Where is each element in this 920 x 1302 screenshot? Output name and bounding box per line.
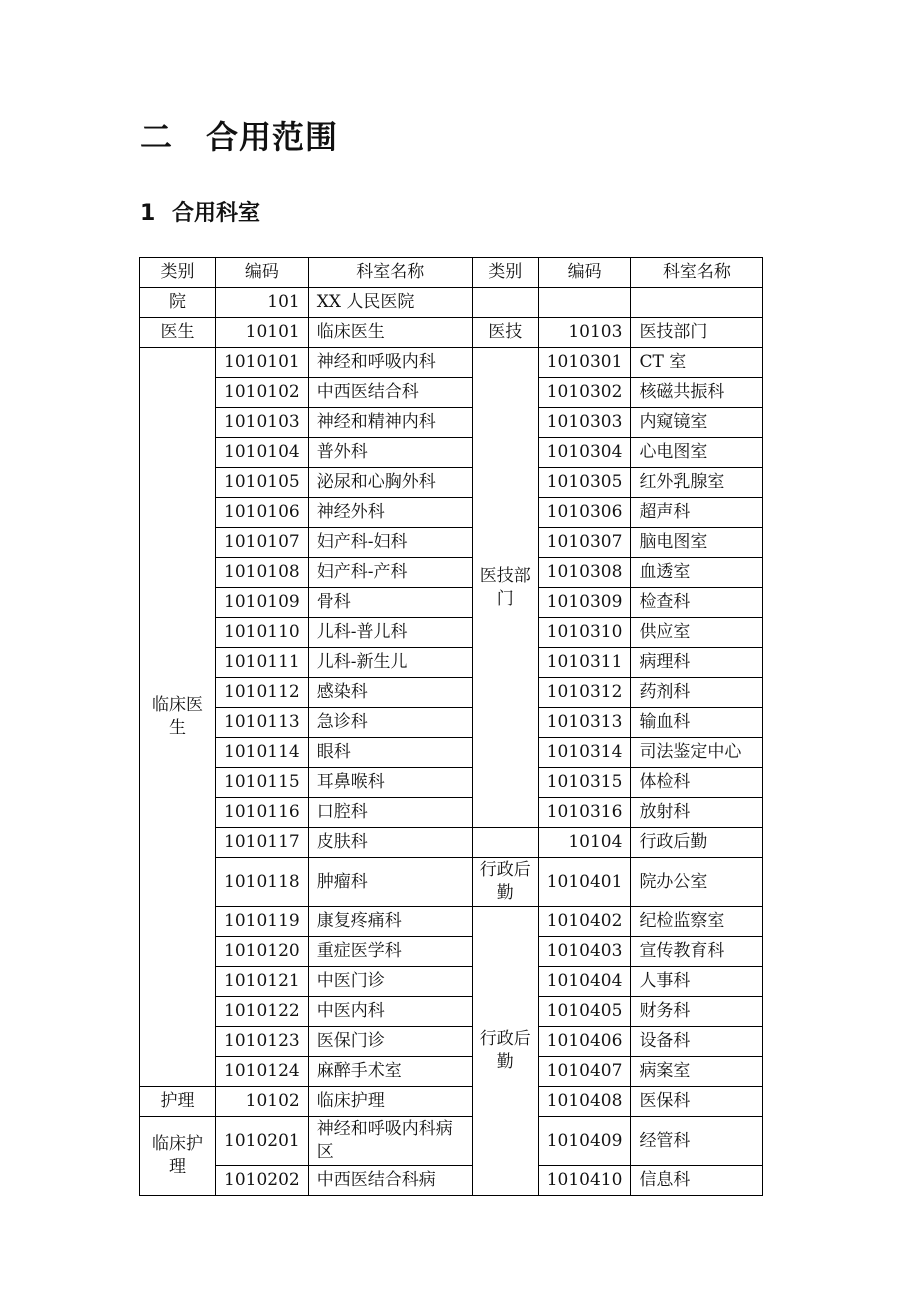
- table-row: [140, 648, 763, 678]
- code-cell: 1010121: [216, 967, 309, 997]
- code-cell: 1010409: [538, 1117, 631, 1166]
- name-cell: 病理科: [631, 648, 763, 678]
- empty-cell: [472, 288, 538, 318]
- name-cell: 体检科: [631, 768, 763, 798]
- department-table: [139, 257, 763, 1196]
- table-row: [140, 1166, 763, 1196]
- name-cell: 医保门诊: [308, 1027, 472, 1057]
- table-row: [140, 798, 763, 828]
- code-cell: 1010109: [216, 588, 309, 618]
- name-cell: 司法鉴定中心: [631, 738, 763, 768]
- code-cell: 1010124: [216, 1057, 309, 1087]
- name-cell: 病案室: [631, 1057, 763, 1087]
- code-cell: 1010118: [216, 858, 309, 907]
- code-cell: 1010119: [216, 907, 309, 937]
- code-cell: 1010307: [538, 528, 631, 558]
- name-cell: 皮肤科: [308, 828, 472, 858]
- category-cell: 医技部门: [472, 348, 538, 828]
- code-cell: 1010305: [538, 468, 631, 498]
- table-row: [140, 738, 763, 768]
- code-cell: 10104: [538, 828, 631, 858]
- table-row: [140, 1057, 763, 1087]
- subsection-number: 1: [140, 201, 156, 226]
- name-cell: 急诊科: [308, 708, 472, 738]
- table-row: [140, 828, 763, 858]
- name-cell: 中西医结合科: [308, 378, 472, 408]
- code-cell: 1010403: [538, 937, 631, 967]
- name-cell: 重症医学科: [308, 937, 472, 967]
- code-cell: 1010116: [216, 798, 309, 828]
- section-number: 二: [140, 118, 174, 156]
- name-cell: 行政后勤: [631, 828, 763, 858]
- name-cell: 儿科-普儿科: [308, 618, 472, 648]
- name-cell: 经管科: [631, 1117, 763, 1166]
- code-cell: 1010117: [216, 828, 309, 858]
- name-cell: 药剂科: [631, 678, 763, 708]
- name-cell: 院办公室: [631, 858, 763, 907]
- name-cell: 设备科: [631, 1027, 763, 1057]
- table-row: [140, 558, 763, 588]
- table-row: [140, 768, 763, 798]
- header-category: 类别: [472, 258, 538, 288]
- header-code: 编码: [216, 258, 309, 288]
- table-row: [140, 378, 763, 408]
- code-cell: 10102: [216, 1087, 309, 1117]
- table-row: [140, 438, 763, 468]
- code-cell: 1010313: [538, 708, 631, 738]
- code-cell: 1010312: [538, 678, 631, 708]
- code-cell: 1010408: [538, 1087, 631, 1117]
- name-cell: 普外科: [308, 438, 472, 468]
- name-cell: 泌尿和心胸外科: [308, 468, 472, 498]
- code-cell: 1010303: [538, 408, 631, 438]
- header-code: 编码: [538, 258, 631, 288]
- table-row: [140, 907, 763, 937]
- code-cell: 1010306: [538, 498, 631, 528]
- name-cell: 麻醉手术室: [308, 1057, 472, 1087]
- code-cell: 1010401: [538, 858, 631, 907]
- name-cell: 临床护理: [308, 1087, 472, 1117]
- code-cell: 1010120: [216, 937, 309, 967]
- code-cell: 10101: [216, 318, 309, 348]
- table-row: [140, 678, 763, 708]
- category-cell: 医技: [472, 318, 538, 348]
- code-cell: 1010115: [216, 768, 309, 798]
- name-cell: 检查科: [631, 588, 763, 618]
- code-cell: 1010311: [538, 648, 631, 678]
- code-cell: 1010114: [216, 738, 309, 768]
- code-cell: 1010101: [216, 348, 309, 378]
- name-cell: 眼科: [308, 738, 472, 768]
- name-cell: 临床医生: [308, 318, 472, 348]
- name-cell: 康复疼痛科: [308, 907, 472, 937]
- category-cell: 行政后勤: [472, 907, 538, 1196]
- header-category: 类别: [140, 258, 216, 288]
- header-department-name: 科室名称: [308, 258, 472, 288]
- code-cell: 1010314: [538, 738, 631, 768]
- table-row: [140, 528, 763, 558]
- name-cell: 血透室: [631, 558, 763, 588]
- name-cell: 口腔科: [308, 798, 472, 828]
- table-header-row: [140, 258, 763, 288]
- section-heading: [140, 112, 338, 158]
- category-cell: 医生: [140, 318, 216, 348]
- name-cell: 耳鼻喉科: [308, 768, 472, 798]
- name-cell: 中西医结合科病: [308, 1166, 472, 1196]
- code-cell: 1010202: [216, 1166, 309, 1196]
- code-cell: 1010304: [538, 438, 631, 468]
- name-cell: 骨科: [308, 588, 472, 618]
- code-cell: 1010201: [216, 1117, 309, 1166]
- name-cell: 医保科: [631, 1087, 763, 1117]
- category-cell: 行政后勤: [472, 858, 538, 907]
- table-row: [140, 858, 763, 907]
- table-row: [140, 468, 763, 498]
- name-cell: 神经和精神内科: [308, 408, 472, 438]
- code-cell: 10103: [538, 318, 631, 348]
- code-cell: 1010302: [538, 378, 631, 408]
- category-cell: 护理: [140, 1087, 216, 1117]
- table-row: [140, 588, 763, 618]
- code-cell: 1010106: [216, 498, 309, 528]
- table-row: [140, 997, 763, 1027]
- name-cell: 供应室: [631, 618, 763, 648]
- code-cell: 1010309: [538, 588, 631, 618]
- name-cell: 儿科-新生儿: [308, 648, 472, 678]
- code-cell: 1010103: [216, 408, 309, 438]
- category-cell: 院: [140, 288, 216, 318]
- table-row: [140, 318, 763, 348]
- code-cell: 1010108: [216, 558, 309, 588]
- name-cell: 核磁共振科: [631, 378, 763, 408]
- code-cell: 1010308: [538, 558, 631, 588]
- table-row: [140, 1027, 763, 1057]
- name-cell: XX 人民医院: [308, 288, 472, 318]
- name-cell: 感染科: [308, 678, 472, 708]
- name-cell: 输血科: [631, 708, 763, 738]
- code-cell: 1010112: [216, 678, 309, 708]
- code-cell: 1010410: [538, 1166, 631, 1196]
- header-department-name: 科室名称: [631, 258, 763, 288]
- subsection-title: 合用科室: [172, 201, 261, 226]
- empty-cell: [472, 828, 538, 858]
- name-cell: 财务科: [631, 997, 763, 1027]
- code-cell: 1010315: [538, 768, 631, 798]
- name-cell: 人事科: [631, 967, 763, 997]
- name-cell: 宣传教育科: [631, 937, 763, 967]
- name-cell: 妇产科-产科: [308, 558, 472, 588]
- table-row: [140, 1087, 763, 1117]
- name-cell: 神经外科: [308, 498, 472, 528]
- code-cell: 1010316: [538, 798, 631, 828]
- code-cell: 1010405: [538, 997, 631, 1027]
- section-title: 合用范围: [206, 118, 339, 156]
- code-cell: 1010123: [216, 1027, 309, 1057]
- table-row: [140, 967, 763, 997]
- name-cell: 纪检监察室: [631, 907, 763, 937]
- name-cell: 神经和呼吸内科病区: [308, 1117, 472, 1166]
- code-cell: 1010301: [538, 348, 631, 378]
- code-cell: 1010110: [216, 618, 309, 648]
- table-row: [140, 288, 763, 318]
- name-cell: 放射科: [631, 798, 763, 828]
- name-cell: 超声科: [631, 498, 763, 528]
- code-cell: 1010113: [216, 708, 309, 738]
- name-cell: 脑电图室: [631, 528, 763, 558]
- table-row: [140, 708, 763, 738]
- table-row: [140, 408, 763, 438]
- table-row: [140, 1117, 763, 1166]
- name-cell: 医技部门: [631, 318, 763, 348]
- name-cell: 中医内科: [308, 997, 472, 1027]
- code-cell: 101: [216, 288, 309, 318]
- code-cell: 1010310: [538, 618, 631, 648]
- table-row: [140, 937, 763, 967]
- code-cell: 1010107: [216, 528, 309, 558]
- code-cell: 1010404: [538, 967, 631, 997]
- name-cell: 肿瘤科: [308, 858, 472, 907]
- code-cell: 1010111: [216, 648, 309, 678]
- table-row: [140, 348, 763, 378]
- table-row: [140, 498, 763, 528]
- name-cell: 神经和呼吸内科: [308, 348, 472, 378]
- code-cell: 1010402: [538, 907, 631, 937]
- code-cell: 1010104: [216, 438, 309, 468]
- code-cell: 1010407: [538, 1057, 631, 1087]
- name-cell: 红外乳腺室: [631, 468, 763, 498]
- category-cell: 临床医生: [140, 348, 216, 1087]
- name-cell: 内窥镜室: [631, 408, 763, 438]
- subsection-heading: [140, 196, 260, 227]
- table-row: [140, 618, 763, 648]
- code-cell: 1010122: [216, 997, 309, 1027]
- name-cell: 中医门诊: [308, 967, 472, 997]
- category-cell: 临床护理: [140, 1117, 216, 1196]
- empty-cell: [538, 288, 631, 318]
- name-cell: CT 室: [631, 348, 763, 378]
- name-cell: 信息科: [631, 1166, 763, 1196]
- empty-cell: [631, 288, 763, 318]
- code-cell: 1010105: [216, 468, 309, 498]
- code-cell: 1010406: [538, 1027, 631, 1057]
- name-cell: 妇产科-妇科: [308, 528, 472, 558]
- name-cell: 心电图室: [631, 438, 763, 468]
- code-cell: 1010102: [216, 378, 309, 408]
